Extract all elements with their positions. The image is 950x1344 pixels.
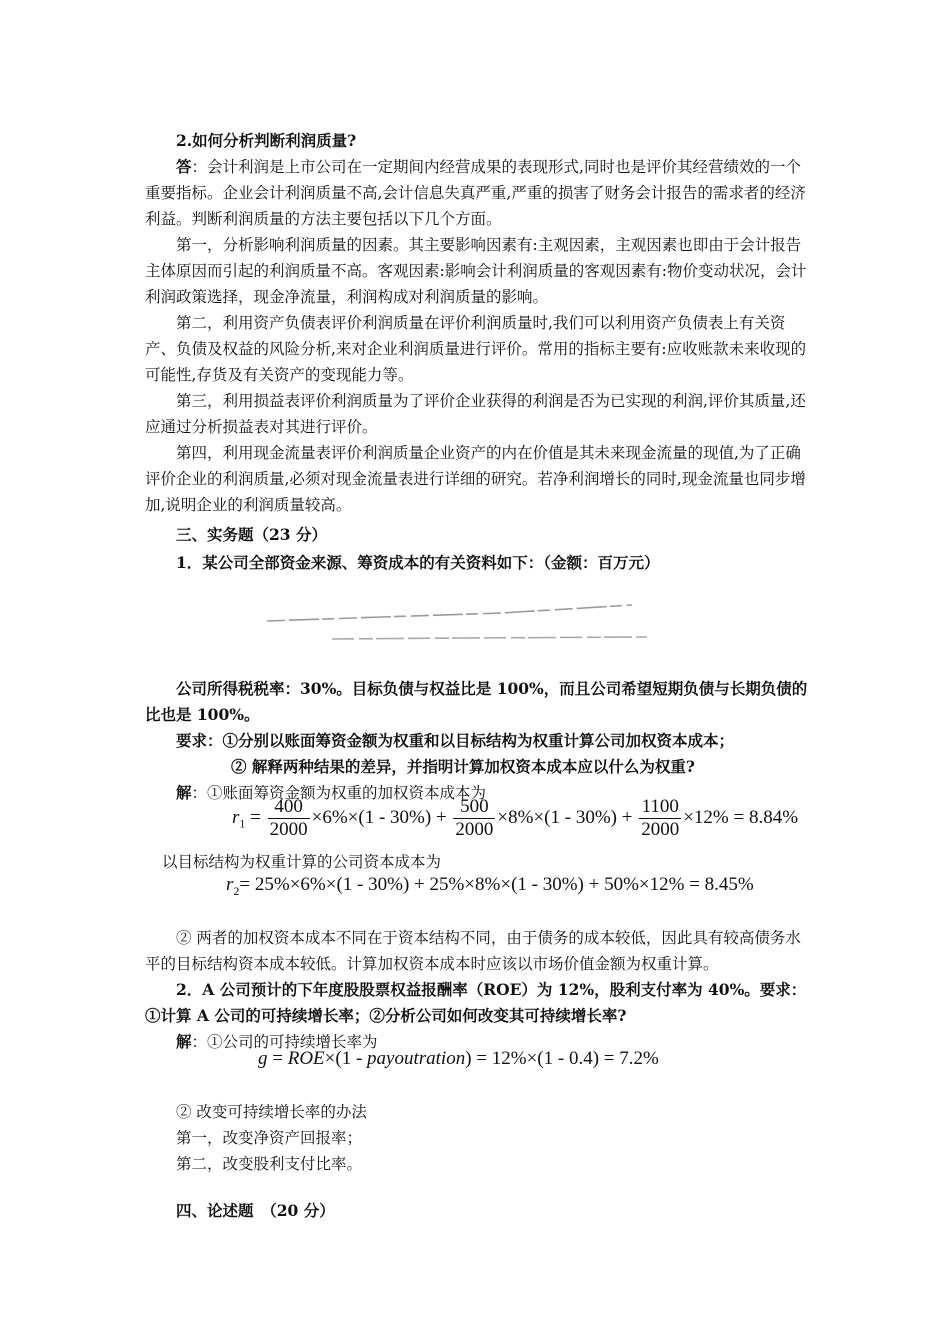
section4-title: 四、论述题 （20 分） xyxy=(176,1201,335,1220)
q2-para-3: 第三，利用损益表评价利润质量为了评价企业获得的利润是否为已实现的利润,评价其质量,还应通过分析损益表对其进行评价。 xyxy=(145,392,806,436)
solution-2: 解：①公司的可持续增长率为 xyxy=(176,1032,378,1051)
answer-intro: ：会计利润是上市公司在一定期间内经营成果的表现形式,同时也是评价其经营绩效的一个重要指标。企业会计利润质量不高,会计信息失真严重,严重的损害了财务会计报告的需求者的经济利益。判断利润质量的方法主要包括以下几个方面。 xyxy=(145,158,806,228)
q2-practice-text: 2．A 公司预计的下年度股股票权益报酬率（ROE）为 12%，股利支付率为 40%。要求：①计算 A 公司的可持续增长率；②分析公司如何改变其可持续增长率? xyxy=(145,980,807,1025)
solution-label: 解 xyxy=(176,783,192,802)
tax-text: 公司所得税税率：30%。目标负债与权益比是 100%，而且公司希望短期负债与长期负债的比也是 100%。 xyxy=(145,679,808,724)
solution-1: 解：①账面筹资金额为权重的加权资本成本为 xyxy=(176,783,487,802)
q2-para-1: 第一，分析影响利润质量的因素。其主要影响因素有:主观因素，主观因素也即由于会计报告主体原因而引起的利润质量不高。客观因素:影响会计利润质量的客观因素有:物价变动状况，会计利润政策选择，现金净流量，利润构成对利润质量的影响。 xyxy=(145,236,807,306)
fraction-2: $\frac{500}{2000}$ xyxy=(455,796,494,840)
requirement-2: ② 解释两种结果的差异，并指明计算加权资本成本应以什么为权重? xyxy=(231,757,695,776)
change-2: 第二，改变股利支付比率。 xyxy=(176,1155,363,1173)
q2-block xyxy=(145,128,810,518)
formula-r1: $r_1$ = $\frac{400}{2000}$ ×6%×(1 - 30%) + $\frac{500}{2000}$ ×8%×(1 - 30%) + $\frac{1100}{2000}$ ×12% = 8.84% xyxy=(232,796,799,840)
fraction-1: $\frac{400}{2000}$ xyxy=(269,796,308,840)
fraction-3: $\frac{1100}{2000}$ xyxy=(641,796,680,840)
q2-answer xyxy=(145,154,810,232)
change-title: ② 改变可持续增长率的办法 xyxy=(176,1103,367,1121)
section3-title: 三、实务题（23 分） xyxy=(176,525,327,544)
q2-heading: 2.如何分析判断利润质量? xyxy=(176,131,357,150)
q2-para-2: 第二，利用资产负债表评价利润质量在评价利润质量时,我们可以利用资产负债表上有关资产、负债及权益的风险分析,来对企业利润质量进行评价。常用的指标主要有:应收账款未来收现的可能性,存货及有关资产的变现能力等。 xyxy=(145,314,807,384)
target-structure-text: 以目标结构为权重计算的公司资本成本为 xyxy=(162,853,442,871)
solution-2-label: 解 xyxy=(176,1032,192,1051)
requirement-1: 要求：①分别以账面筹资金额为权重和以目标结构为权重计算公司加权资本成本； xyxy=(176,731,735,750)
blurred-table-image xyxy=(262,595,652,645)
q2-para-4: 第四，利用现金流量表评价利润质量企业资产的内在价值是其未来现金流量的现值,为了正确评价企业的利润质量,必须对现金流量表进行详细的研究。若净利润增长的同时,现金流量也同步增加,说明企业的利润质量较高。 xyxy=(145,444,806,514)
answer-label: 答 xyxy=(176,157,192,176)
change-1: 第一，改变净资产回报率； xyxy=(176,1129,363,1147)
explanation: ② 两者的加权资本成本不同在于资本结构不同，由于债务的成本较低，因此具有较高债务水平的目标结构资本成本较低。计算加权资本成本时应该以市场价值金额为权重计算。 xyxy=(145,929,801,973)
formula-growth: g = ROE×(1 - payoutration) = 12%×(1 - 0.4) = 7.2% xyxy=(258,1048,659,1069)
q1-text: 1．某公司全部资金来源、筹资成本的有关资料如下：（金额：百万元） xyxy=(176,553,660,572)
formula-r2: $r_2= 25\%\times 6\%\times(1 - 30\%) + 25\%\times 8\%\times(1 - 30\%) + 50\%\times 12\% = 8.45\%$ xyxy=(226,874,754,898)
